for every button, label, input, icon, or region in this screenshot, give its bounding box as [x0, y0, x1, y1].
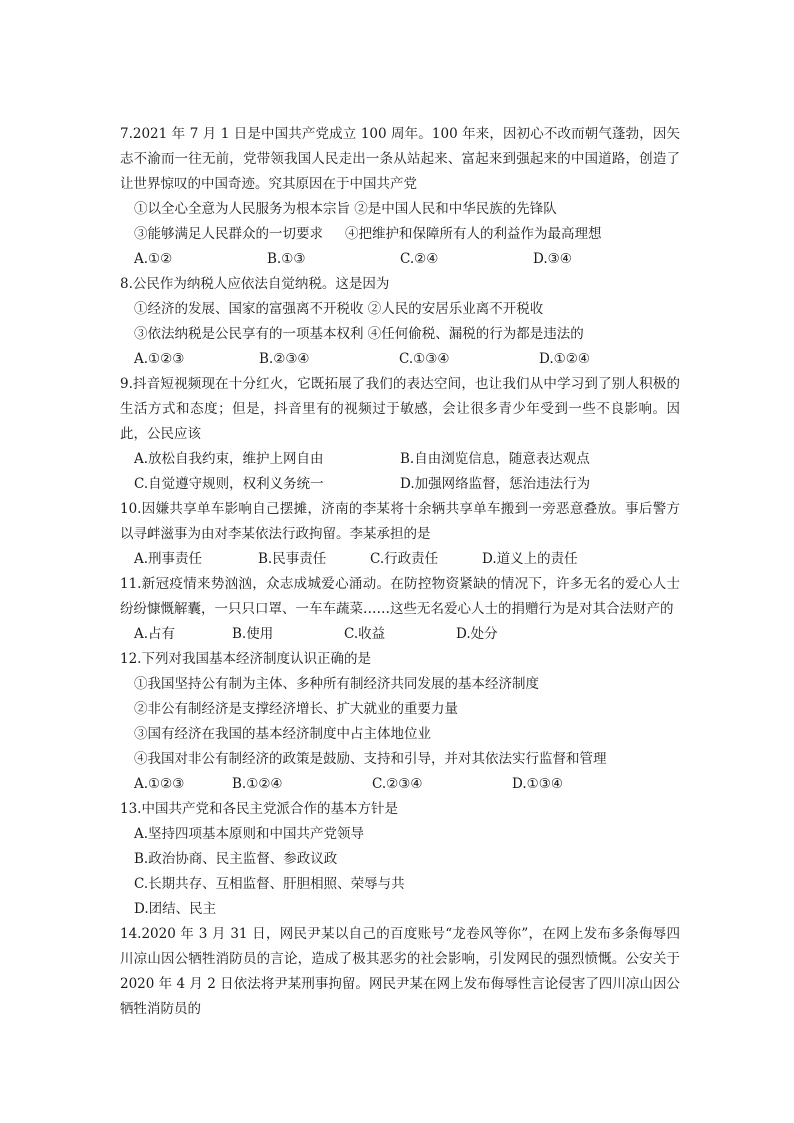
- option-c[interactable]: C.自觉遵守规则，权利义务统一: [134, 476, 324, 492]
- option-b[interactable]: B.①②④: [232, 776, 283, 792]
- question-13: [120, 797, 680, 922]
- option-b[interactable]: B.民事责任: [258, 551, 327, 567]
- question-11: [120, 572, 680, 647]
- option-a[interactable]: A.坚持四项基本原则和中国共产党领导: [134, 826, 365, 842]
- statement-line: ③依法纳税是公民享有的一项基本权利 ④任何偷税、漏税的行为都是违法的: [134, 326, 584, 342]
- question-stem: 8.公民作为纳税人应依法自觉纳税。这是因为: [120, 276, 390, 292]
- question-stem: 11.新冠疫情来势汹汹，众志成城爱心涌动。在防控物资紧缺的情况下，许多无名的爱心人士纷纷慷慨解囊，一只只口罩、一车车蔬菜……这些无名爱心人士的捐赠行为是对其合法财产的: [120, 576, 680, 617]
- option-a[interactable]: A.刑事责任: [134, 551, 203, 567]
- option-a[interactable]: A.放松自我约束，维护上网自由: [134, 451, 324, 467]
- statement-line: ④我国对非公有制经济的政策是鼓励、支持和引导，并对其依法实行监督和管理: [134, 751, 607, 767]
- option-c[interactable]: C.①③④: [399, 351, 450, 367]
- option-a[interactable]: A.①②③: [134, 776, 185, 792]
- answer-options: [120, 247, 680, 272]
- option-c[interactable]: C.②④: [400, 251, 439, 267]
- option-c[interactable]: C.②③④: [372, 776, 423, 792]
- statement-line: ①我国坚持公有制为主体、多种所有制经济共同发展的基本经济制度: [134, 676, 539, 692]
- option-a[interactable]: A.占有: [134, 626, 176, 642]
- statement-line: ②非公有制经济是支撑经济增长、扩大就业的重要力量: [134, 701, 458, 717]
- option-b[interactable]: B.政治协商、民主监督、参政议政: [134, 851, 338, 867]
- answer-options: [120, 447, 680, 472]
- option-d[interactable]: D.团结、民主: [134, 901, 217, 917]
- statement-line: ①经济的发展、国家的富强离不开税收 ②人民的安居乐业离不开税收: [134, 301, 544, 317]
- option-d[interactable]: D.道义上的责任: [482, 551, 578, 567]
- question-list: [120, 122, 680, 1022]
- statement: ④把维护和保障所有人的利益作为最高理想: [345, 226, 602, 242]
- answer-options: [120, 472, 680, 497]
- question-8: [120, 272, 680, 372]
- answer-options: [120, 547, 680, 572]
- answer-options: [120, 772, 680, 797]
- statement: ③能够满足人民群众的一切要求: [134, 226, 323, 242]
- question-stem: 13.中国共产党和各民主党派合作的基本方针是: [120, 801, 398, 817]
- option-b[interactable]: B.②③④: [259, 351, 310, 367]
- question-stem: 12.下列对我国基本经济制度认识正确的是: [120, 651, 371, 667]
- option-b[interactable]: B.使用: [232, 626, 274, 642]
- question-12: [120, 647, 680, 797]
- option-b[interactable]: B.自由浏览信息，随意表达观点: [400, 451, 590, 467]
- question-stem: 10.因嫌共享单车影响自己摆摊，济南的李某将十余辆共享单车搬到一旁恶意叠放。事后警方以寻衅滋事为由对李某依法行政拘留。李某承担的是: [120, 501, 680, 542]
- option-d[interactable]: D.加强网络监督，惩治违法行为: [400, 476, 591, 492]
- question-stem: 14.2020 年 3 月 31 日，网民尹某以自己的百度账号“龙卷风等你”，在网上发布多条侮辱四川凉山因公牺牲消防员的言论，造成了极其恶劣的社会影响，引发网民的强烈愤慨。公安关于 2020 年 4 月 2 日依法将尹某刑事拘留。网民尹某在网上发布侮辱性言论侵害了四川凉山因公牺牲消防员的: [120, 926, 680, 1017]
- option-a[interactable]: A.①②: [134, 251, 173, 267]
- statement-line: ③国有经济在我国的基本经济制度中占主体地位业: [134, 726, 431, 742]
- option-c[interactable]: C.收益: [344, 626, 386, 642]
- option-c[interactable]: C.长期共存、互相监督、肝胆相照、荣辱与共: [134, 876, 405, 892]
- option-d[interactable]: D.①③④: [512, 776, 563, 792]
- question-9: [120, 372, 680, 497]
- option-a[interactable]: A.①②③: [134, 351, 185, 367]
- option-d[interactable]: D.处分: [456, 626, 498, 642]
- question-14: [120, 922, 680, 1022]
- question-stem: 9.抖音短视频现在十分红火，它既拓展了我们的表达空间，也让我们从中学习到了别人积极的生活方式和态度；但是，抖音里有的视频过于敏感，会让很多青少年受到一些不良影响。因此，公民应该: [120, 376, 680, 442]
- option-d[interactable]: D.③④: [533, 251, 572, 267]
- statement-line: [120, 222, 680, 247]
- statement-line: ①以全心全意为人民服务为根本宗旨 ②是中国人民和中华民族的先锋队: [134, 201, 557, 217]
- answer-options: [120, 347, 680, 372]
- question-stem: 7.2021 年 7 月 1 日是中国共产党成立 100 周年。100 年来，因初心不改而朝气蓬勃，因矢志不渝而一往无前，党带领我国人民走出一条从站起来、富起来到强起来的中国道路，创造了让世界惊叹的中国奇迹。究其原因在于中国共产党: [120, 126, 680, 192]
- question-7: [120, 122, 680, 272]
- option-d[interactable]: D.①②④: [539, 351, 590, 367]
- answer-options: [120, 622, 680, 647]
- question-10: [120, 497, 680, 572]
- option-b[interactable]: B.①③: [267, 251, 306, 267]
- option-c[interactable]: C.行政责任: [370, 551, 439, 567]
